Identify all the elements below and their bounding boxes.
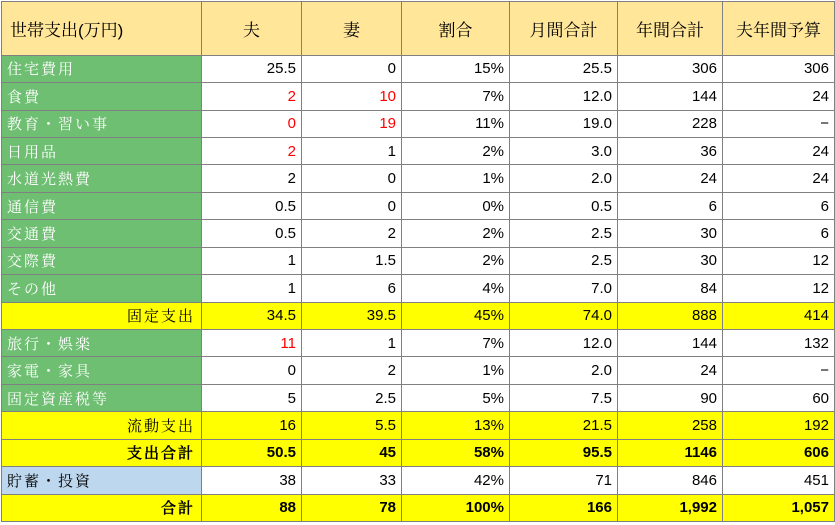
table-cell[interactable]: 19 — [302, 110, 402, 137]
table-row — [2, 220, 835, 247]
table-cell[interactable]: 15% — [402, 55, 510, 82]
table-cell[interactable]: 30 — [618, 247, 723, 274]
row-label[interactable]: 日用品 — [2, 138, 202, 165]
table-cell[interactable]: 38 — [202, 467, 302, 494]
table-cell[interactable]: 451 — [723, 467, 835, 494]
table-cell[interactable]: 7.0 — [510, 275, 618, 302]
row-label[interactable]: 旅行・娯楽 — [2, 330, 202, 357]
table-cell[interactable]: 606 — [723, 439, 835, 466]
table-row — [2, 138, 835, 165]
table-row — [2, 83, 835, 110]
row-label[interactable]: 流動支出 — [2, 412, 202, 439]
table-cell[interactable]: 888 — [618, 302, 723, 329]
table-cell[interactable]: 16 — [202, 412, 302, 439]
table-row — [2, 302, 835, 329]
table-cell[interactable]: 0 — [302, 55, 402, 82]
table-cell[interactable]: 1,057 — [723, 494, 835, 521]
row-label[interactable]: 交際費 — [2, 247, 202, 274]
table-cell[interactable]: 11% — [402, 110, 510, 137]
row-label[interactable]: 交通費 — [2, 220, 202, 247]
table-cell[interactable]: 258 — [618, 412, 723, 439]
row-label[interactable]: 住宅費用 — [2, 55, 202, 82]
column-header[interactable]: 妻 — [302, 2, 402, 56]
table-cell[interactable]: 42% — [402, 467, 510, 494]
table-cell[interactable]: 45 — [302, 439, 402, 466]
table-cell[interactable]: 60 — [723, 384, 835, 411]
table-cell[interactable]: − — [723, 357, 835, 384]
table-cell[interactable]: 306 — [723, 55, 835, 82]
table-cell[interactable]: 0 — [202, 110, 302, 137]
table-cell[interactable]: 100% — [402, 494, 510, 521]
table-cell[interactable]: 34.5 — [202, 302, 302, 329]
table-cell[interactable]: 33 — [302, 467, 402, 494]
table-cell[interactable]: 2.5 — [510, 220, 618, 247]
table-cell[interactable]: 7% — [402, 330, 510, 357]
row-label[interactable]: 家電・家具 — [2, 357, 202, 384]
table-cell[interactable]: 7.5 — [510, 384, 618, 411]
table-cell[interactable]: 4% — [402, 275, 510, 302]
table-cell[interactable]: 846 — [618, 467, 723, 494]
table-cell[interactable]: 84 — [618, 275, 723, 302]
table-row — [2, 192, 835, 219]
table-cell[interactable]: 19.0 — [510, 110, 618, 137]
budget-table — [1, 1, 835, 522]
table-cell[interactable]: 2.5 — [510, 247, 618, 274]
table-cell[interactable]: 192 — [723, 412, 835, 439]
table-cell[interactable]: 6 — [302, 275, 402, 302]
table-cell[interactable]: 78 — [302, 494, 402, 521]
table-cell[interactable]: 306 — [618, 55, 723, 82]
table-cell[interactable]: 1 — [202, 275, 302, 302]
table-cell[interactable]: − — [723, 110, 835, 137]
table-cell[interactable]: 90 — [618, 384, 723, 411]
table-cell[interactable]: 0 — [302, 192, 402, 219]
column-header[interactable]: 年間合計 — [618, 2, 723, 56]
row-label[interactable]: 教育・習い事 — [2, 110, 202, 137]
table-cell[interactable]: 2 — [302, 357, 402, 384]
table-cell[interactable]: 36 — [618, 138, 723, 165]
table-cell[interactable]: 10 — [302, 83, 402, 110]
row-label[interactable]: 支出合計 — [2, 439, 202, 466]
table-cell[interactable]: 2% — [402, 220, 510, 247]
table-header-row — [2, 2, 835, 56]
table-cell[interactable]: 2 — [302, 220, 402, 247]
table-row — [2, 439, 835, 466]
table-row — [2, 247, 835, 274]
row-label[interactable]: 貯蓄・投資 — [2, 467, 202, 494]
table-row — [2, 275, 835, 302]
table-cell[interactable]: 0.5 — [202, 220, 302, 247]
table-cell[interactable]: 6 — [723, 220, 835, 247]
column-header[interactable]: 夫年間予算 — [723, 2, 835, 56]
table-row — [2, 357, 835, 384]
table-cell[interactable]: 12.0 — [510, 83, 618, 110]
table-cell[interactable]: 132 — [723, 330, 835, 357]
table-cell[interactable]: 3.0 — [510, 138, 618, 165]
table-cell[interactable]: 71 — [510, 467, 618, 494]
table-cell[interactable]: 2% — [402, 247, 510, 274]
table-cell[interactable]: 0.5 — [510, 192, 618, 219]
table-cell[interactable]: 0.5 — [202, 192, 302, 219]
table-cell[interactable]: 95.5 — [510, 439, 618, 466]
table-cell[interactable]: 21.5 — [510, 412, 618, 439]
table-cell[interactable]: 5.5 — [302, 412, 402, 439]
row-label[interactable]: 通信費 — [2, 192, 202, 219]
table-cell[interactable]: 58% — [402, 439, 510, 466]
row-label[interactable]: 固定支出 — [2, 302, 202, 329]
table-cell[interactable]: 2.0 — [510, 357, 618, 384]
table-cell[interactable]: 7% — [402, 83, 510, 110]
row-label[interactable]: その他 — [2, 275, 202, 302]
table-cell[interactable]: 0 — [202, 357, 302, 384]
table-row — [2, 110, 835, 137]
table-row — [2, 55, 835, 82]
table-cell[interactable]: 88 — [202, 494, 302, 521]
row-label[interactable]: 合計 — [2, 494, 202, 521]
table-cell[interactable]: 2.0 — [510, 165, 618, 192]
table-cell[interactable]: 24 — [723, 83, 835, 110]
table-row — [2, 165, 835, 192]
table-cell[interactable]: 25.5 — [510, 55, 618, 82]
table-cell[interactable]: 1146 — [618, 439, 723, 466]
table-cell[interactable]: 24 — [723, 138, 835, 165]
table-cell[interactable]: 144 — [618, 330, 723, 357]
table-cell[interactable]: 5 — [202, 384, 302, 411]
table-cell[interactable]: 13% — [402, 412, 510, 439]
column-header[interactable]: 夫 — [202, 2, 302, 56]
table-row — [2, 467, 835, 494]
row-label[interactable]: 水道光熱費 — [2, 165, 202, 192]
table-cell[interactable]: 2 — [202, 83, 302, 110]
table-cell[interactable]: 144 — [618, 83, 723, 110]
table-cell[interactable]: 12 — [723, 247, 835, 274]
table-cell[interactable]: 2 — [202, 165, 302, 192]
table-cell[interactable]: 6 — [618, 192, 723, 219]
table-cell[interactable]: 166 — [510, 494, 618, 521]
table-cell[interactable]: 30 — [618, 220, 723, 247]
table-cell[interactable]: 1% — [402, 165, 510, 192]
table-cell[interactable]: 1 — [302, 138, 402, 165]
table-cell[interactable]: 228 — [618, 110, 723, 137]
table-cell[interactable]: 11 — [202, 330, 302, 357]
table-cell[interactable]: 12.0 — [510, 330, 618, 357]
column-header[interactable]: 月間合計 — [510, 2, 618, 56]
table-cell[interactable]: 39.5 — [302, 302, 402, 329]
table-cell[interactable]: 0 — [302, 165, 402, 192]
table-cell[interactable]: 1 — [302, 330, 402, 357]
table-cell[interactable]: 2.5 — [302, 384, 402, 411]
table-cell[interactable]: 2% — [402, 138, 510, 165]
column-header[interactable]: 世帯支出(万円) — [2, 2, 202, 56]
table-cell[interactable]: 74.0 — [510, 302, 618, 329]
column-header[interactable]: 割合 — [402, 2, 510, 56]
table-cell[interactable]: 0% — [402, 192, 510, 219]
row-label[interactable]: 食費 — [2, 83, 202, 110]
table-cell[interactable]: 1.5 — [302, 247, 402, 274]
table-cell[interactable]: 12 — [723, 275, 835, 302]
table-cell[interactable]: 2 — [202, 138, 302, 165]
table-row — [2, 330, 835, 357]
table-cell[interactable]: 1% — [402, 357, 510, 384]
table-cell[interactable]: 25.5 — [202, 55, 302, 82]
table-row — [2, 494, 835, 521]
table-cell[interactable]: 1,992 — [618, 494, 723, 521]
table-cell[interactable]: 24 — [723, 165, 835, 192]
table-cell[interactable]: 6 — [723, 192, 835, 219]
table-cell[interactable]: 5% — [402, 384, 510, 411]
table-cell[interactable]: 50.5 — [202, 439, 302, 466]
table-row — [2, 384, 835, 411]
row-label[interactable]: 固定資産税等 — [2, 384, 202, 411]
table-cell[interactable]: 45% — [402, 302, 510, 329]
table-cell[interactable]: 1 — [202, 247, 302, 274]
table-cell[interactable]: 24 — [618, 357, 723, 384]
table-cell[interactable]: 24 — [618, 165, 723, 192]
table-row — [2, 412, 835, 439]
table-cell[interactable]: 414 — [723, 302, 835, 329]
